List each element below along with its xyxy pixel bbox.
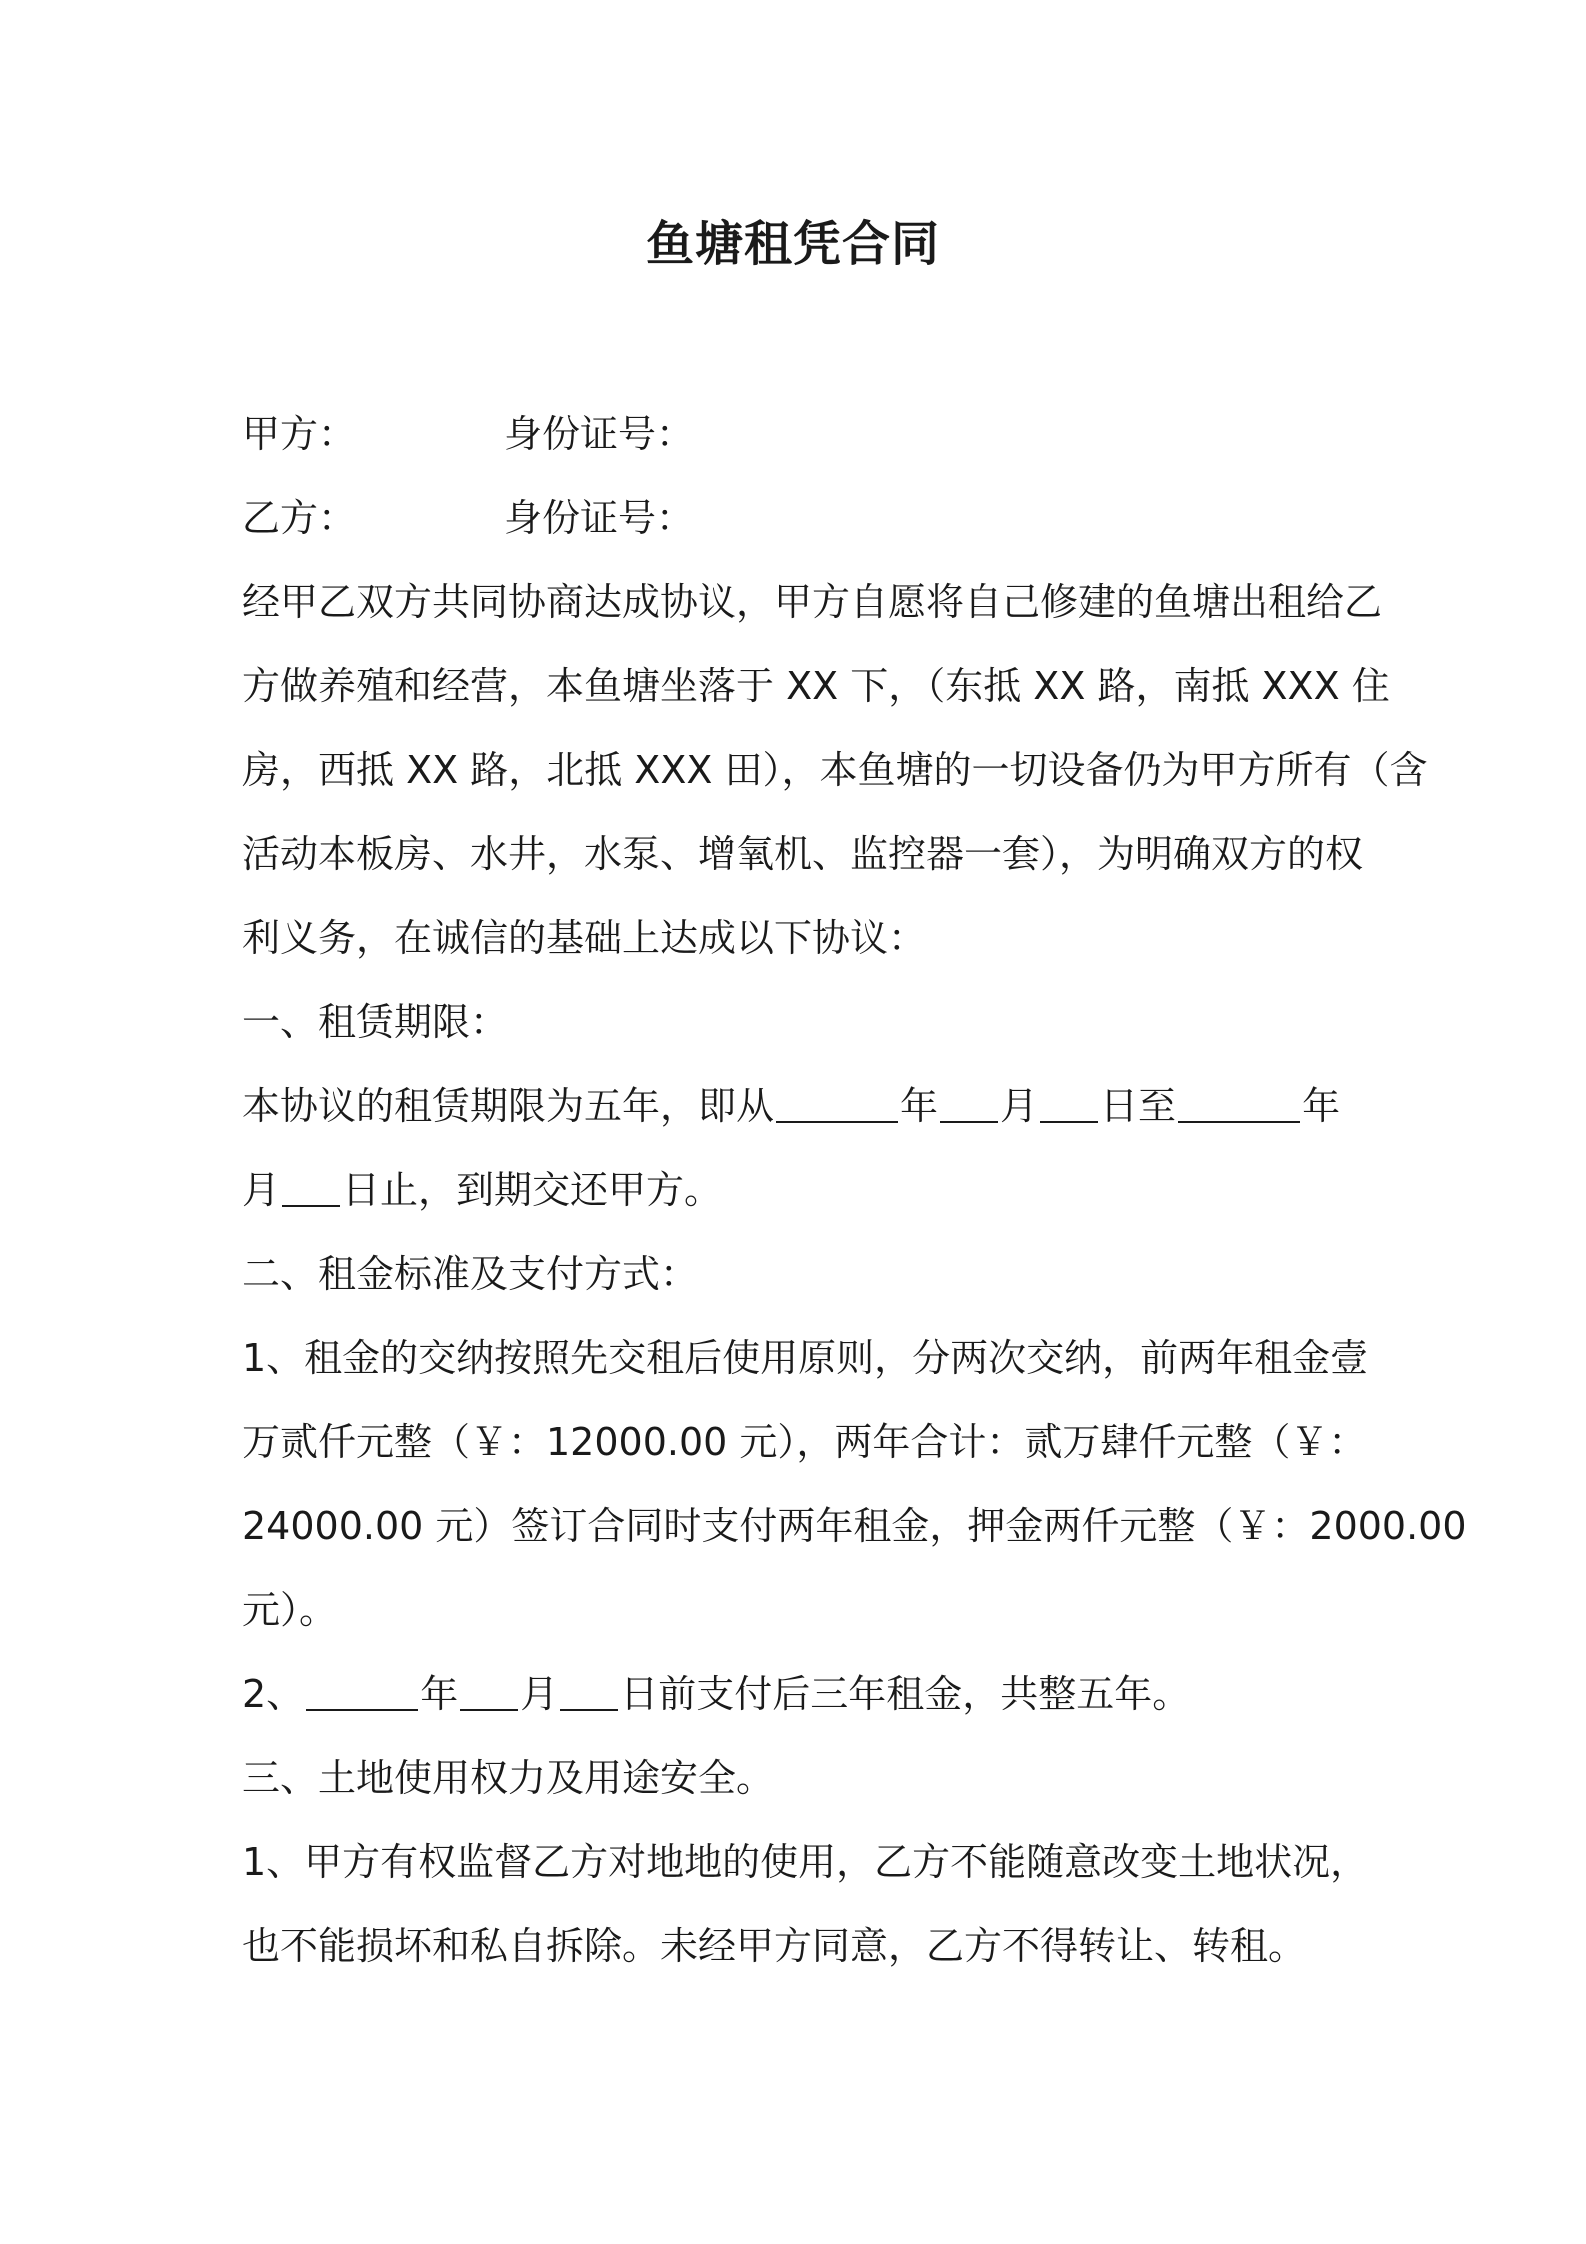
intro-line-2: 方做养殖和经营，本鱼塘坐落于 XX 下，（东抵 XX 路，南抵 XXX 住	[242, 664, 1390, 708]
rent-item-1-line-3: 24000.00 元）签订合同时支付两年租金，押金两仟元整（￥：2000.00	[242, 1504, 1467, 1548]
start-month-unit: 月	[1000, 1084, 1039, 1128]
payment-year-blank[interactable]	[306, 1669, 418, 1711]
land-use-item-1-line-2: 也不能损坏和私自拆除。未经甲方同意，乙方不得转让、转租。	[242, 1924, 1307, 1968]
lease-term-text: 本协议的租赁期限为五年，即从	[242, 1084, 775, 1128]
payment-year-unit: 年	[420, 1672, 459, 1716]
start-month-blank[interactable]	[940, 1081, 998, 1123]
start-day-to: 日至	[1100, 1084, 1177, 1128]
intro-line-4: 活动本板房、水井，水泵、增氧机、监控器一套），为明确双方的权	[242, 832, 1364, 876]
document-title: 鱼塘租凭合同	[645, 216, 940, 272]
payment-text: 日前支付后三年租金，共整五年。	[620, 1672, 1191, 1716]
rent-item-1-line-2: 万贰仟元整（￥：12000.00 元），两年合计：贰万肆仟元整（￥：	[242, 1420, 1367, 1464]
section-3-heading: 三、土地使用权力及用途安全。	[242, 1756, 775, 1800]
rent-item-1-line-4: 元）。	[242, 1588, 338, 1632]
lease-term-line-2	[242, 1162, 722, 1218]
end-year-blank[interactable]	[1178, 1081, 1300, 1123]
party-a-label: 甲方：	[242, 412, 357, 456]
section-2-heading: 二、租金标准及支付方式：	[242, 1252, 699, 1296]
rent-item-2-prefix: 2、	[242, 1672, 305, 1716]
section-1-heading: 一、租赁期限：	[242, 1000, 509, 1044]
end-day-blank[interactable]	[282, 1165, 340, 1207]
intro-line-5: 利义务，在诚信的基础上达成以下协议：	[242, 916, 927, 960]
party-a-line	[242, 406, 694, 462]
intro-line-1: 经甲乙双方共同协商达成协议，甲方自愿将自己修建的鱼塘出租给乙	[242, 580, 1383, 624]
end-month-unit: 月	[242, 1168, 281, 1212]
lease-end-text: 日止，到期交还甲方。	[342, 1168, 723, 1212]
land-use-item-1-line-1: 1、甲方有权监督乙方对地地的使用，乙方不能随意改变土地状况，	[242, 1840, 1369, 1884]
start-day-blank[interactable]	[1040, 1081, 1098, 1123]
party-a-id-label: 身份证号：	[504, 412, 695, 456]
rent-item-1-line-1: 1、租金的交纳按照先交租后使用原则，分两次交纳，前两年租金壹	[242, 1336, 1369, 1380]
party-b-line	[242, 490, 694, 546]
rent-item-2-line	[242, 1666, 1190, 1722]
intro-line-3: 房，西抵 XX 路，北抵 XXX 田），本鱼塘的一切设备仍为甲方所有（含	[242, 748, 1428, 792]
payment-month-blank[interactable]	[460, 1669, 518, 1711]
party-b-label: 乙方：	[242, 496, 357, 540]
party-b-id-label: 身份证号：	[504, 496, 695, 540]
payment-month-unit: 月	[520, 1672, 559, 1716]
payment-day-blank[interactable]	[560, 1669, 618, 1711]
lease-term-line-1	[242, 1078, 1340, 1134]
end-year-unit: 年	[1302, 1084, 1341, 1128]
start-year-blank[interactable]	[776, 1081, 898, 1123]
start-year-unit: 年	[900, 1084, 939, 1128]
